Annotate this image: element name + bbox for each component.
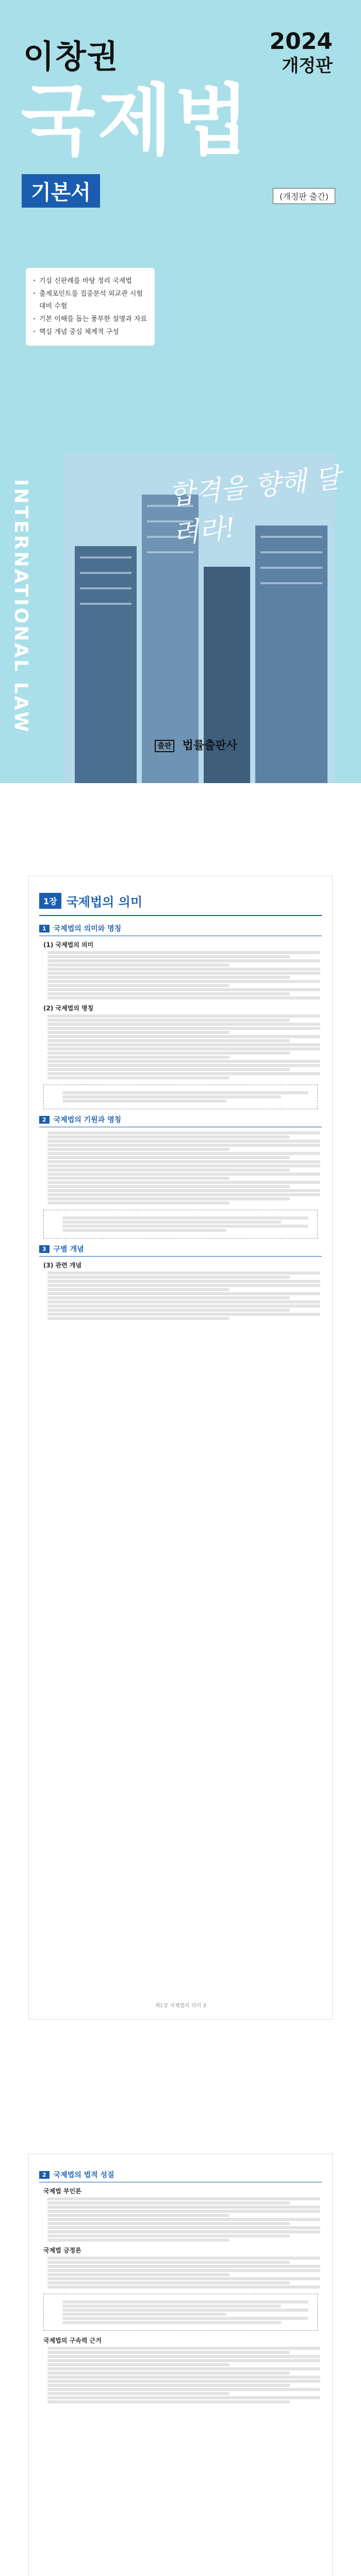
subsection-title: (1) 국제법의 의미	[43, 941, 94, 948]
chapter-number: 1장	[39, 893, 61, 909]
cover-title: 국제법	[21, 76, 251, 166]
section-number: 1	[39, 925, 50, 933]
section-title: 국제법 긍정론	[43, 2247, 81, 2254]
chapter-title: 국제법의 의미	[66, 895, 143, 909]
page-footer: 제1장 국제법의 의미 3	[155, 2003, 206, 2009]
section-number: 3	[39, 1245, 50, 1253]
paragraph	[29, 2197, 332, 2242]
cover-badge: 기본서	[22, 174, 100, 208]
sample-page-1	[28, 876, 333, 2020]
note-box	[43, 1084, 318, 1109]
sample-page-2	[28, 2154, 333, 2576]
section-title: 국제법 부인론	[43, 2188, 81, 2195]
cover-edition: 개정판	[282, 56, 333, 76]
section-rule	[39, 1256, 322, 1257]
cover-edition-label: (개정판 출간)	[273, 188, 335, 204]
section-title: 국제법의 구속력 근거	[43, 2337, 102, 2344]
paragraph	[29, 2347, 332, 2403]
cover-note: · 핵심 개념 중심 체계적 구성	[33, 326, 147, 339]
cover-author: 이창권	[23, 38, 119, 75]
cover-notes	[26, 268, 155, 346]
cover-note: · 출제포인트를 집중분석 외교관 시험 대비 수험	[33, 288, 147, 313]
section-title: 국제법의 의미와 명칭	[53, 925, 122, 933]
chapter-rule	[39, 915, 322, 916]
cover-year-block	[270, 28, 333, 77]
section-title: 국제법의 기원과 명칭	[53, 1116, 122, 1124]
section-header	[39, 1244, 322, 1254]
chapter-header	[39, 2170, 322, 2180]
chapter-header	[39, 892, 322, 910]
subsection-title: (3) 관련 개념	[43, 1262, 82, 1269]
paragraph	[29, 1272, 332, 1320]
subsection-title: (2) 국제법의 명칭	[43, 1005, 94, 1012]
section-header	[39, 1114, 322, 1125]
publisher-logo-icon: 출판	[155, 740, 174, 752]
note-box	[43, 2294, 318, 2331]
cover-vertical-text: INTERNATIONAL LAW	[10, 479, 31, 734]
cover-year: 2024	[269, 28, 333, 55]
cover-note: · 기본 이해를 돕는 풍부한 설명과 자료	[33, 313, 147, 326]
publisher-name: 법률출판사	[182, 739, 237, 752]
note-box	[43, 1210, 318, 1239]
cover-publisher	[155, 737, 237, 753]
paragraph	[29, 951, 332, 999]
section-title: 구별 개념	[53, 1245, 84, 1253]
section-number: 2	[39, 1116, 50, 1124]
cover-note: · 기심 신판례를 바탕 정리 국제법	[33, 275, 147, 288]
section-header	[39, 923, 322, 934]
chapter-number: 2	[39, 2171, 50, 2179]
cover-signature: 합격을 향해 달려라!	[167, 462, 342, 550]
paragraph	[29, 1131, 332, 1205]
paragraph	[29, 2257, 332, 2289]
book-cover	[0, 0, 361, 783]
paragraph	[29, 1014, 332, 1079]
chapter-title: 국제법의 법적 성질	[53, 2171, 114, 2179]
